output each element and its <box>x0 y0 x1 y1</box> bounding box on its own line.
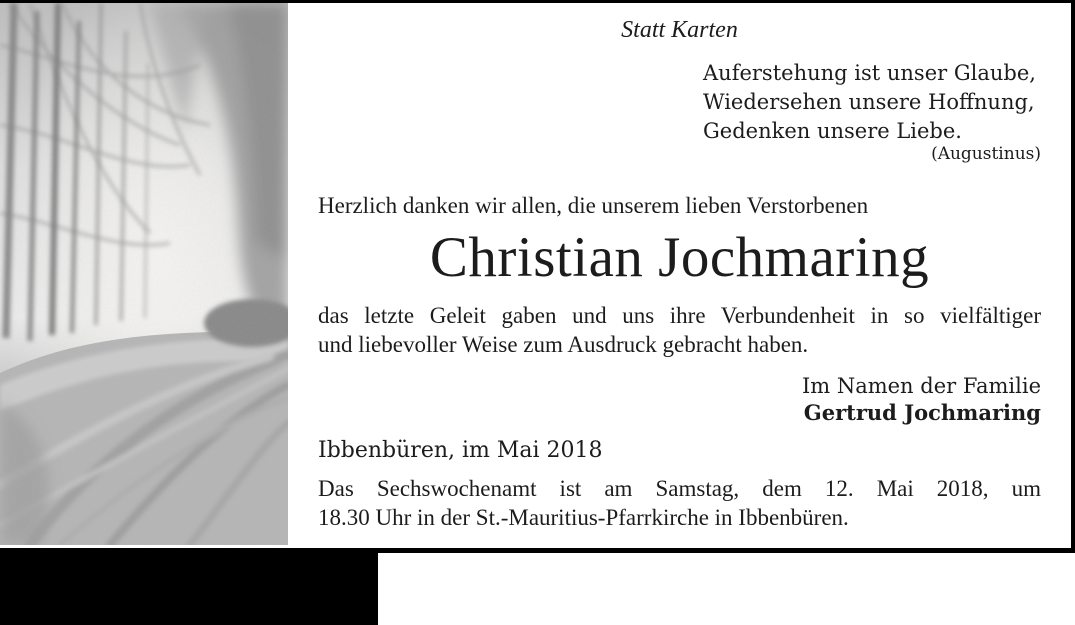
quote-line-2: Wiedersehen unsere Hoffnung, <box>703 90 1035 114</box>
service-announcement-line-1: Das Sechswochenamt ist am Samstag, dem 12. Mai 2018, um <box>318 476 1041 501</box>
quote-attribution: (Augustinus) <box>931 144 1041 164</box>
thanks-text-line-2: und liebevoller Weise zum Ausdruck gebracht haben. <box>318 332 809 357</box>
service-announcement-line-2: 18.30 Uhr in der St.-Mauritius-Pfarrkirche in Ibbenbüren. <box>318 505 849 530</box>
signature-family-line: Im Namen der Familie <box>801 374 1041 398</box>
forest-photo-art <box>0 3 288 545</box>
thanks-intro: Herzlich danken wir allen, die unserem lieben Verstorbenen <box>318 193 869 218</box>
quote-line-1: Auferstehung ist unser Glaube, <box>703 61 1036 85</box>
forest-path-photo <box>0 3 288 545</box>
statt-karten-note: Statt Karten <box>621 17 738 43</box>
notice-text-column <box>318 3 1041 548</box>
place-and-date: Ibbenbüren, im Mai 2018 <box>318 438 603 463</box>
redacted-block <box>0 552 378 625</box>
deceased-name: Christian Jochmaring <box>429 226 930 289</box>
signature-name: Gertrud Jochmaring <box>803 400 1041 425</box>
memorial-quote <box>703 59 1041 146</box>
thanks-text-line-1: das letzte Geleit gaben und uns ihre Verbundenheit in so vielfältiger <box>318 303 1041 328</box>
quote-line-3: Gedenken unsere Liebe. <box>703 119 962 143</box>
